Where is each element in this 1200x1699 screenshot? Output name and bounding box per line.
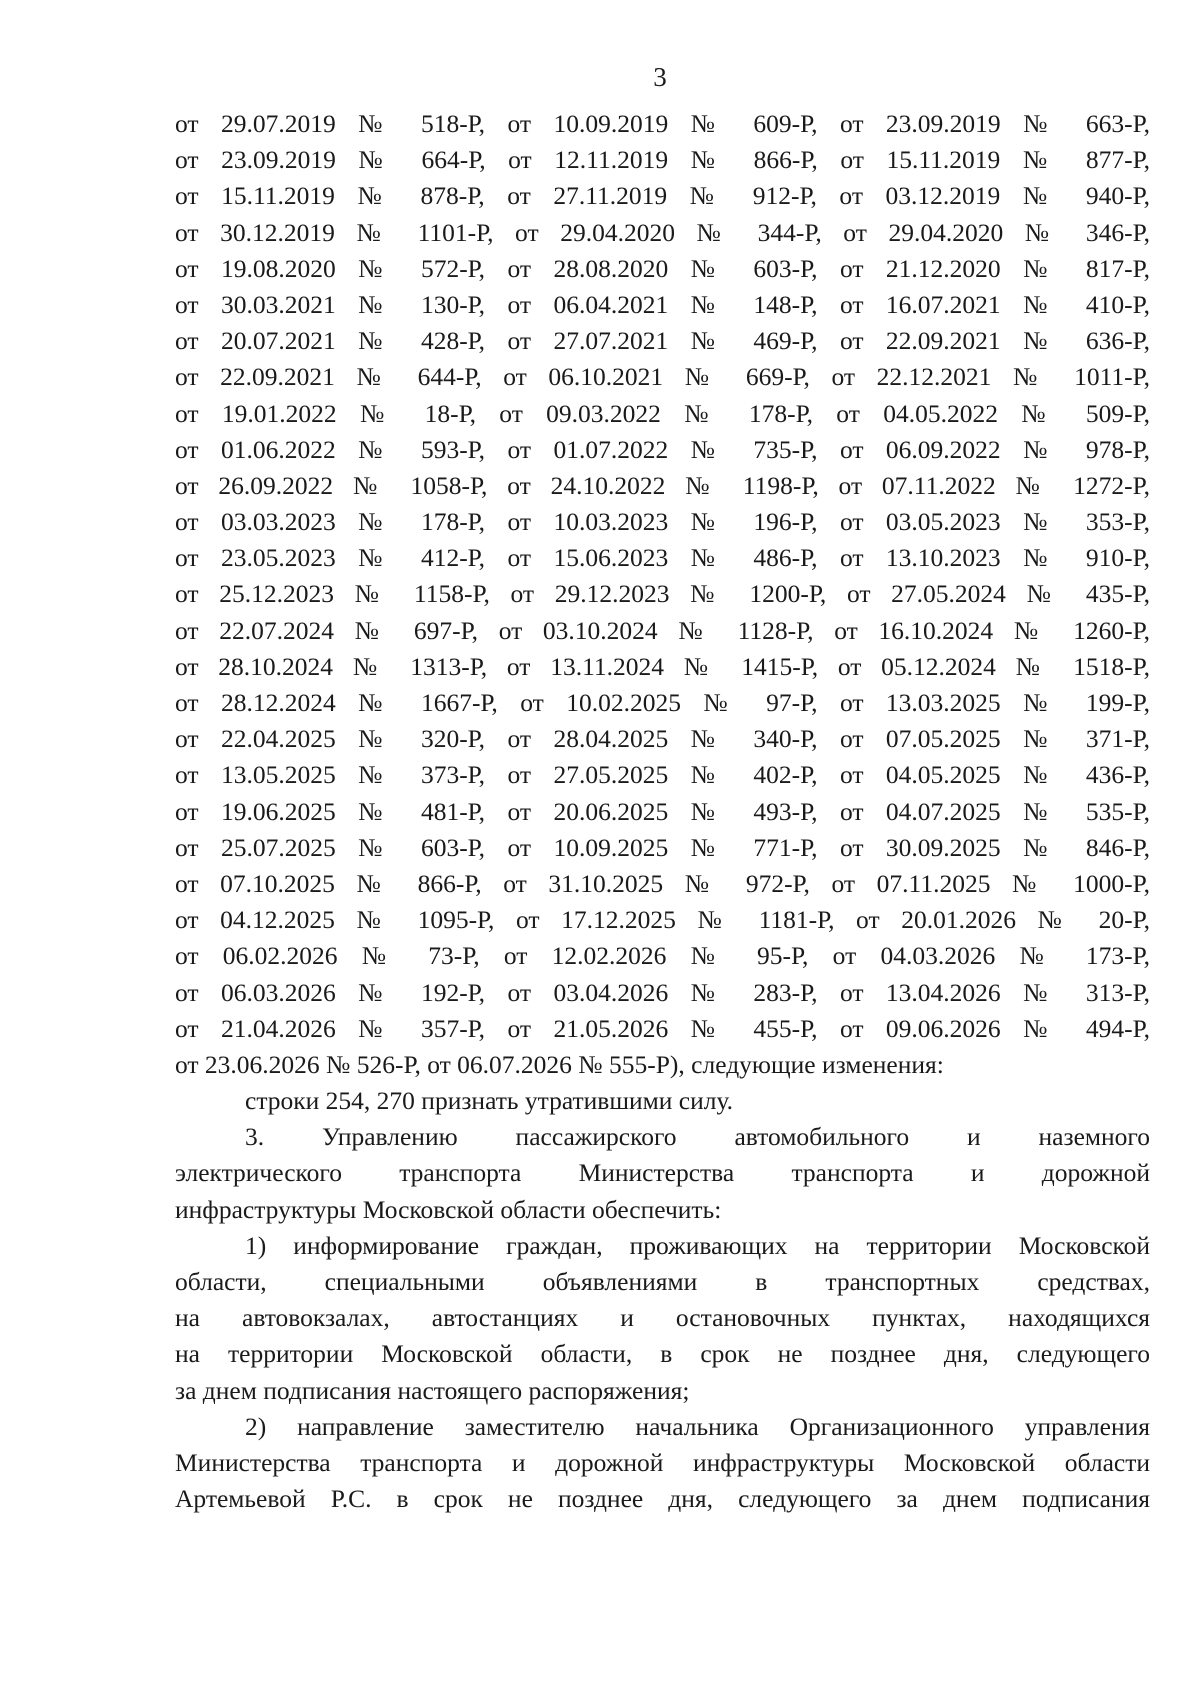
reference-line: от 19.06.2025 № 481-Р, от 20.06.2025 № 493-Р, от 04.07.2025 № 535-Р,: [175, 796, 1150, 826]
reference-line-closing: от 23.06.2026 № 526-Р, от 06.07.2026 № 555-Р), следующие изменения:: [175, 1049, 944, 1079]
reference-line: от 23.05.2023 № 412-Р, от 15.06.2023 № 486-Р, от 13.10.2023 № 910-Р,: [175, 543, 1150, 573]
reference-line: от 20.07.2021 № 428-Р, от 27.07.2021 № 469-Р, от 22.09.2021 № 636-Р,: [175, 326, 1150, 356]
reference-line: от 30.03.2021 № 130-Р, от 06.04.2021 № 148-Р, от 16.07.2021 № 410-Р,: [175, 289, 1150, 319]
reference-line: от 28.10.2024 № 1313-Р, от 13.11.2024 № 1415-Р, от 05.12.2024 № 1518-Р,: [175, 651, 1150, 681]
paragraph-line: Артемьевой Р.С. в срок не позднее дня, следующего за днем подписания: [175, 1484, 1150, 1514]
reference-line: от 25.12.2023 № 1158-Р, от 29.12.2023 № 1200-Р, от 27.05.2024 № 435-Р,: [175, 579, 1150, 609]
paragraph-line: 2) направление заместителю начальника Организационного управления: [245, 1411, 1150, 1441]
reference-line: от 03.03.2023 № 178-Р, от 10.03.2023 № 196-Р, от 03.05.2023 № 353-Р,: [175, 507, 1150, 537]
reference-line: от 22.07.2024 № 697-Р, от 03.10.2024 № 1128-Р, от 16.10.2024 № 1260-Р,: [175, 615, 1150, 645]
paragraph-item-1: [175, 1228, 1150, 1409]
paragraph-strike-lines: [175, 1083, 1150, 1119]
reference-line: от 28.12.2024 № 1667-Р, от 10.02.2025 № 97-Р, от 13.03.2025 № 199-Р,: [175, 688, 1150, 717]
paragraph-line: 3. Управлению пассажирского автомобильного и наземного: [245, 1122, 1150, 1152]
reference-line: от 30.12.2019 № 1101-Р, от 29.04.2020 № 344-Р, от 29.04.2020 № 346-Р,: [175, 217, 1150, 247]
reference-line: от 25.07.2025 № 603-Р, от 10.09.2025 № 771-Р, от 30.09.2025 № 846-Р,: [175, 832, 1150, 862]
reference-line: от 01.06.2022 № 593-Р, от 01.07.2022 № 735-Р, от 06.09.2022 № 978-Р,: [175, 434, 1150, 464]
paragraph-line: электрического транспорта Министерства транспорта и дорожной: [175, 1158, 1150, 1188]
reference-line: от 22.09.2021 № 644-Р, от 06.10.2021 № 669-Р, от 22.12.2021 № 1011-Р,: [175, 362, 1150, 392]
reference-line: от 15.11.2019 № 878-Р, от 27.11.2019 № 912-Р, от 03.12.2019 № 940-Р,: [175, 181, 1150, 211]
reference-line: от 04.12.2025 № 1095-Р, от 17.12.2025 № 1181-Р, от 20.01.2026 № 20-Р,: [175, 905, 1150, 935]
paragraph-line: строки 254, 270 признать утратившими силу.: [245, 1086, 734, 1116]
paragraph-line: за днем подписания настоящего распоряжения;: [175, 1375, 690, 1405]
reference-line: от 21.04.2026 № 357-Р, от 21.05.2026 № 455-Р, от 09.06.2026 № 494-Р,: [175, 1013, 1150, 1043]
reference-line: от 06.03.2026 № 192-Р, от 03.04.2026 № 283-Р, от 13.04.2026 № 313-Р,: [175, 977, 1150, 1007]
reference-line: от 23.09.2019 № 664-Р, от 12.11.2019 № 866-Р, от 15.11.2019 № 877-Р,: [175, 145, 1150, 175]
paragraph-line: Министерства транспорта и дорожной инфраструктуры Московской области: [175, 1447, 1150, 1477]
reference-line: от 06.02.2026 № 73-Р, от 12.02.2026 № 95-Р, от 04.03.2026 № 173-Р,: [175, 941, 1150, 971]
paragraph-line: 1) информирование граждан, проживающих на территории Московской: [245, 1230, 1150, 1260]
amendment-references: [175, 106, 1150, 1083]
reference-line: от 19.08.2020 № 572-Р, от 28.08.2020 № 603-Р, от 21.12.2020 № 817-Р,: [175, 253, 1150, 283]
paragraph-line: на автовокзалах, автостанциях и остановочных пунктах, находящихся: [175, 1303, 1150, 1333]
reference-line: от 29.07.2019 № 518-Р, от 10.09.2019 № 609-Р, от 23.09.2019 № 663-Р,: [175, 109, 1150, 138]
reference-line: от 22.04.2025 № 320-Р, от 28.04.2025 № 340-Р, от 07.05.2025 № 371-Р,: [175, 724, 1150, 754]
paragraph-item-2: [175, 1409, 1150, 1518]
document-body: [175, 106, 1150, 1517]
paragraph-line: на территории Московской области, в срок не позднее дня, следующего: [175, 1339, 1150, 1369]
reference-line: от 19.01.2022 № 18-Р, от 09.03.2022 № 178-Р, от 04.05.2022 № 509-Р,: [175, 398, 1150, 428]
paragraph-line: инфраструктуры Московской области обеспечить:: [175, 1194, 722, 1224]
reference-line: от 07.10.2025 № 866-Р, от 31.10.2025 № 972-Р, от 07.11.2025 № 1000-Р,: [175, 868, 1150, 898]
reference-line: от 13.05.2025 № 373-Р, от 27.05.2025 № 402-Р, от 04.05.2025 № 436-Р,: [175, 760, 1150, 790]
page-number: 3: [653, 62, 667, 92]
paragraph-line: области, специальными объявлениями в транспортных средствах,: [175, 1267, 1150, 1296]
reference-line: от 26.09.2022 № 1058-Р, от 24.10.2022 № 1198-Р, от 07.11.2022 № 1272-Р,: [175, 470, 1150, 500]
paragraph-section-3: [175, 1119, 1150, 1228]
